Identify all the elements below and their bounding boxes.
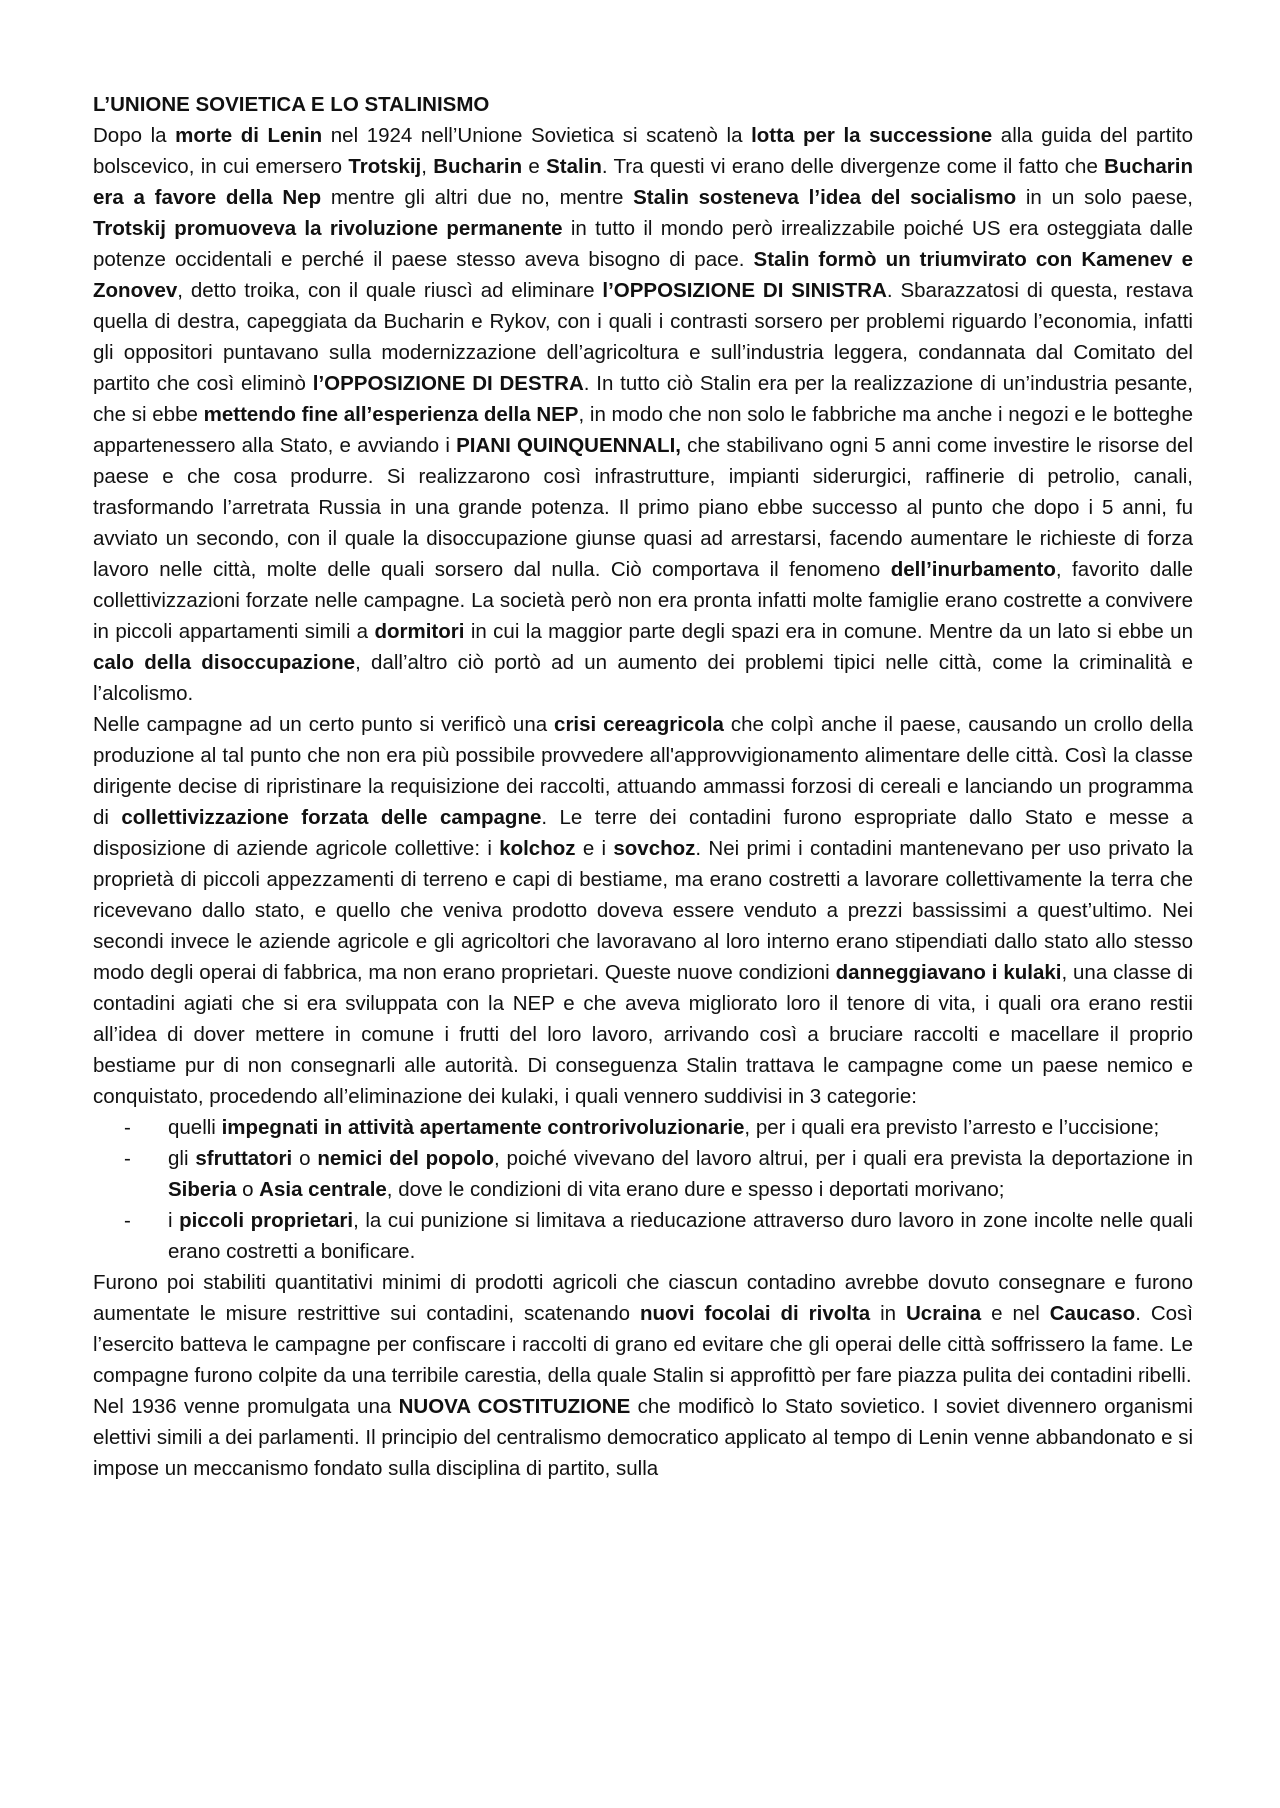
text-run: . Nei primi i contadini mantenevano per uso privato la proprietà di piccoli appezzamenti di terreno e capi di bestiame, ma erano costretti a lavorare collettivamente la terra che ricevevano dallo stato, e quello che veniva prodotto doveva essere venduto a prezzi bassissimi a quest’ultimo. Nei secondi invece le aziende agricole e gli agricoltori che lavoravano al loro interno erano stipendiati dallo stato allo stesso modo degli operai di fabbrica, ma non erano proprietari. Queste nuove condizioni bbox=[93, 837, 1193, 984]
text-run: alla guida del partito bolscevico, in cui emersero bbox=[93, 124, 1193, 178]
bold-text: piccoli proprietari bbox=[179, 1209, 354, 1232]
text-run: che colpì anche il paese, causando un crollo della produzione al tal punto che non era più possibile provvedere all'approvvigionamento alimentare delle città. Così la classe dirigente decise di ripristinare la requisizione dei raccolti, attuando ammassi forzosi di cereali e lanciando un programma di bbox=[93, 713, 1193, 829]
bold-text: sovchoz bbox=[613, 837, 696, 860]
bold-text: collettivizzazione forzata delle campagne bbox=[121, 806, 542, 829]
list-item-text bbox=[168, 1209, 1193, 1263]
text-run: , per i quali era previsto l’arresto e l’uccisione; bbox=[744, 1116, 1160, 1139]
bold-text: danneggiavano i kulaki bbox=[835, 961, 1062, 984]
text-run: in cui la maggior parte degli spazi era in comune. Mentre da un lato si ebbe un bbox=[464, 620, 1193, 643]
bold-text: sfruttatori bbox=[195, 1147, 293, 1170]
list-marker: - bbox=[124, 1116, 131, 1139]
text-run: nel 1924 nell’Unione Sovietica si scatenò la bbox=[322, 124, 752, 147]
bold-text: lotta per la successione bbox=[751, 124, 993, 147]
bold-text: Ucraina bbox=[906, 1302, 982, 1325]
text-run: . Le terre dei contadini furono espropriate dallo Stato e messe a disposizione di aziende agricole collettive: i bbox=[93, 806, 1194, 860]
list-item-text bbox=[168, 1116, 1159, 1139]
list-item-text bbox=[168, 1147, 1193, 1201]
text-run: i bbox=[168, 1209, 180, 1232]
bold-text: Stalin sosteneva l’idea del socialismo bbox=[633, 186, 1017, 209]
bold-text: dormitori bbox=[374, 620, 465, 643]
text-run: e nel bbox=[981, 1302, 1050, 1325]
bold-text: Stalin formò un triumvirato con Kamenev e Zonovev bbox=[93, 248, 1193, 302]
list-item bbox=[124, 1205, 1193, 1267]
bold-text: morte di Lenin bbox=[175, 124, 323, 147]
text-run: Dopo la bbox=[93, 124, 176, 147]
text-run: , favorito dalle collettivizzazioni forzate nelle campagne. La società però non era pronta infatti molte famiglie erano costrette a convivere in piccoli appartamenti simili a bbox=[93, 558, 1194, 643]
text-run: mentre gli altri due no, mentre bbox=[321, 186, 634, 209]
list-marker: - bbox=[124, 1209, 131, 1232]
body-paragraphs bbox=[93, 120, 1193, 1112]
text-run: . Così l’esercito batteva le campagne per confiscare i raccolti di grano ed evitare che gli operai delle città soffrissero la fame. Le compagne furono colpite da una terribile carestia, della quale Stalin si approfittò per fare piazza pulita dei contadini ribelli. bbox=[93, 1302, 1193, 1387]
bold-text: Stalin bbox=[546, 155, 602, 178]
text-run: , detto troika, con il quale riuscì ad eliminare bbox=[177, 279, 603, 302]
text-run: e bbox=[522, 155, 547, 178]
bold-text: impegnati in attività apertamente controrivoluzionarie bbox=[221, 1116, 745, 1139]
text-run: , la cui punizione si limitava a rieducazione attraverso duro lavoro in zone incolte nelle quali erano costretti a bonificare. bbox=[168, 1209, 1193, 1263]
bold-text: dell’inurbamento bbox=[890, 558, 1056, 581]
paragraph bbox=[93, 709, 1193, 1112]
list-item bbox=[124, 1112, 1193, 1143]
bold-text: nuovi focolai di rivolta bbox=[639, 1302, 871, 1325]
text-run: Nelle campagne ad un certo punto si verificò una bbox=[93, 713, 555, 736]
bold-text: PIANI QUINQUENNALI, bbox=[456, 434, 681, 457]
text-run: o bbox=[236, 1178, 260, 1201]
list-item bbox=[124, 1143, 1194, 1205]
bold-text: calo della disoccupazione bbox=[93, 651, 356, 674]
bold-text: Trotskij bbox=[348, 155, 422, 178]
text-run: e i bbox=[575, 837, 614, 860]
bold-text: nemici del popolo bbox=[317, 1147, 494, 1170]
text-run: . Sbarazzatosi di questa, restava quella di destra, capeggiata da Bucharin e Rykov, con i quali i contrasti sorsero per problemi riguardo l’economia, infatti gli oppositori puntavano sulla modernizzazione dell’agricoltura e sull’industria leggera, condannata dal Comitato del partito che così eliminò bbox=[93, 279, 1193, 395]
text-run: o bbox=[292, 1147, 318, 1170]
text-run: in tutto il mondo però irrealizzabile poiché US era osteggiata dalle potenze occidentali e perché il paese stesso aveva bisogno di pace. bbox=[93, 217, 1193, 271]
text-run: Nel 1936 venne promulgata una bbox=[93, 1395, 399, 1418]
text-run: , dove le condizioni di vita erano dure e spesso i deportati morivano; bbox=[386, 1178, 1005, 1201]
text-run: Furono poi stabiliti quantitativi minimi di prodotti agricoli che ciascun contadino avrebbe dovuto consegnare e furono aumentate le misure restrittive sui contadini, scatenando bbox=[93, 1271, 1193, 1325]
bold-text: mettendo fine all’esperienza della NEP bbox=[203, 403, 579, 426]
text-run: gli bbox=[168, 1147, 196, 1170]
text-run: in bbox=[870, 1302, 906, 1325]
bold-text: Bucharin era a favore della Nep bbox=[93, 155, 1194, 209]
bold-text: Siberia bbox=[168, 1178, 237, 1201]
bold-text: l’OPPOSIZIONE DI DESTRA bbox=[312, 372, 584, 395]
document-title: L’UNIONE SOVIETICA E LO STALINISMO bbox=[93, 93, 490, 116]
paragraph bbox=[93, 120, 1193, 709]
bold-text: crisi cereagricola bbox=[554, 713, 724, 736]
bold-text: Trotskij promuoveva la rivoluzione permanente bbox=[93, 217, 563, 240]
bold-text: NUOVA COSTITUZIONE bbox=[398, 1395, 631, 1418]
text-run: in un solo paese, bbox=[1016, 186, 1193, 209]
closing-paragraphs bbox=[93, 1267, 1193, 1484]
list-marker: - bbox=[124, 1147, 131, 1170]
bold-text: Caucaso bbox=[1049, 1302, 1136, 1325]
bold-text: kolchoz bbox=[499, 837, 576, 860]
bold-text: l’OPPOSIZIONE DI SINISTRA bbox=[602, 279, 887, 302]
text-run: , bbox=[421, 155, 434, 178]
kulaki-categories-list bbox=[93, 1112, 1193, 1267]
text-run: . In tutto ciò Stalin era per la realizzazione di un’industria pesante, che si ebbe bbox=[93, 372, 1194, 426]
text-run: , poiché vivevano del lavoro altrui, per i quali era prevista la deportazione in bbox=[493, 1147, 1194, 1170]
text-run: , in modo che non solo le fabbriche ma anche i negozi e le botteghe appartenessero alla Stato, e avviando i bbox=[93, 403, 1193, 457]
paragraph bbox=[93, 1391, 1193, 1484]
text-run: che modificò lo Stato sovietico. I soviet divennero organismi elettivi simili a dei parlamenti. Il principio del centralismo democratico applicato al tempo di Lenin venne abbandonato e si impose un meccanismo fondato sulla disciplina di partito, sulla bbox=[93, 1395, 1193, 1480]
bold-text: Bucharin bbox=[433, 155, 523, 178]
text-run: quelli bbox=[168, 1116, 222, 1139]
document-page bbox=[93, 89, 1193, 1484]
text-run: . Tra questi vi erano delle divergenze come il fatto che bbox=[601, 155, 1105, 178]
paragraph bbox=[93, 1267, 1193, 1391]
text-run: che stabilivano ogni 5 anni come investire le risorse del paese e che cosa produrre. Si realizzarono così infrastrutture, impianti siderurgici, raffinerie di petrolio, canali, trasformando l’arretrata Russia in una grande potenza. Il primo piano ebbe successo al punto che dopo i 5 anni, fu avviato un secondo, con il quale la disoccupazione giunse quasi ad arrestarsi, facendo aumentare le richieste di forza lavoro nelle città, molte delle quali sorsero dal nulla. Ciò comportava il fenomeno bbox=[93, 434, 1193, 581]
text-run: , una classe di contadini agiati che si era sviluppata con la NEP e che aveva migliorato loro il tenore di vita, i quali ora erano restii all’idea di dover mettere in comune i frutti del loro lavoro, arrivando così a bruciare raccolti e macellare il proprio bestiame pur di non consegnarli alle autorità. Di conseguenza Stalin trattava le campagne come un paese nemico e conquistato, procedendo all’eliminazione dei kulaki, i quali vennero suddivisi in 3 categorie: bbox=[93, 961, 1193, 1108]
text-run: , dall’altro ciò portò ad un aumento dei problemi tipici nelle città, come la criminalità e l’alcolismo. bbox=[93, 651, 1193, 705]
bold-text: Asia centrale bbox=[259, 1178, 387, 1201]
